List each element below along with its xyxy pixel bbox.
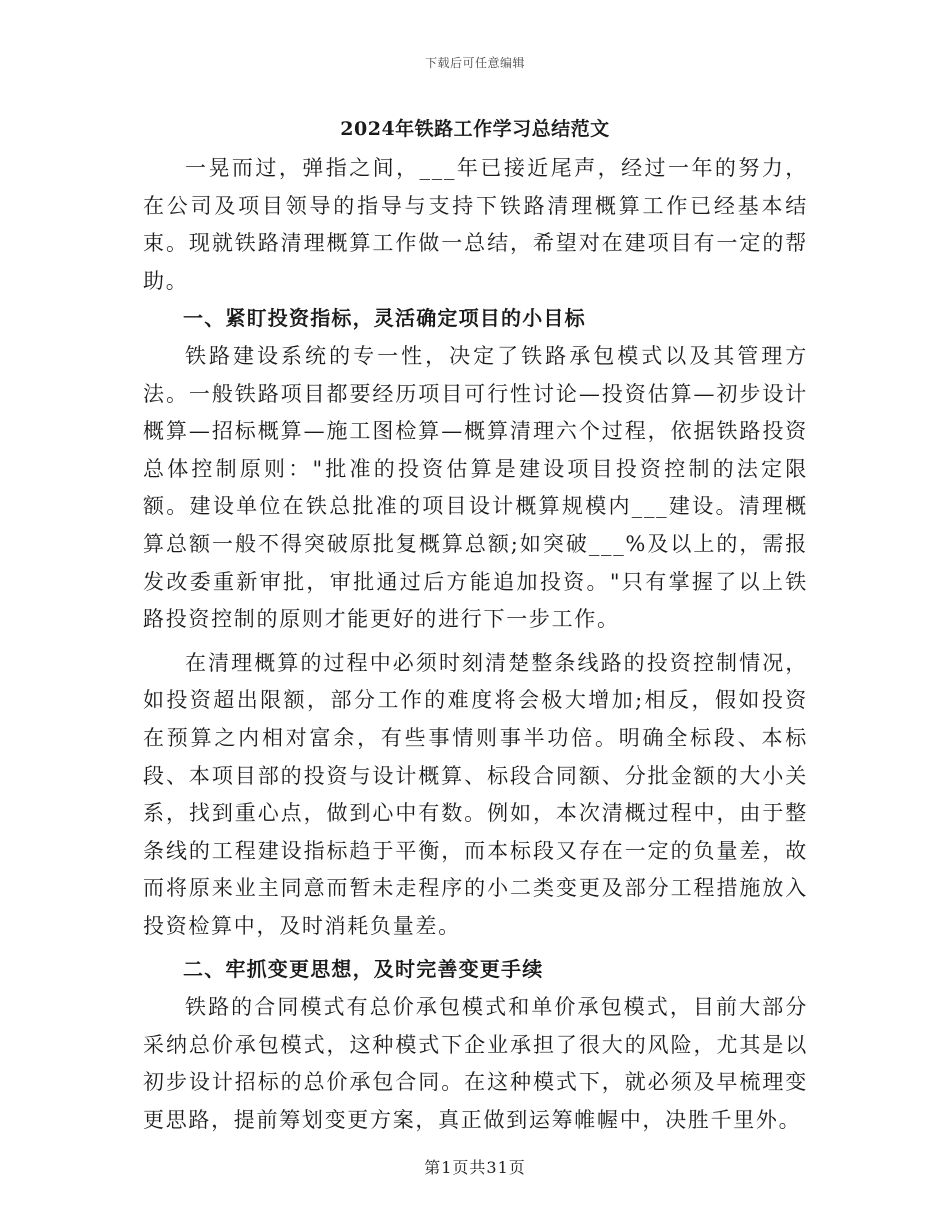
section-2-paragraph-1: 铁路的合同模式有总价承包模式和单价承包模式，目前大部分采纳总价承包模式，这种模式下企业承担了很大的风险，尤其是以初步设计招标的总价承包合同。在这种模式下，就必须及早梳理变更思路，提前筹划变更方案，真正做到运筹帷幄中，决胜千里外。 <box>143 995 808 1132</box>
section-1-paragraph-1: 铁路建设系统的专一性，决定了铁路承包模式以及其管理方法。一般铁路项目都要经历项目可行性讨论—投资估算—初步设计概算—招标概算—施工图检算—概算清理六个过程，依据铁路投资总体控制原则："批准的投资估算是建设项目投资控制的法定限额。建设单位在铁总批准的项目设计概算规模内___建设。清理概算总额一般不得突破原批复概算总额;如突破___%及以上的，需报发改委重新审批，审批通过后方能追加投资。"只有掌握了以上铁路投资控制的原则才能更好的进行下一步工作。 <box>143 343 808 632</box>
section-2-heading: 二、牢抓变更思想，及时完善变更手续 <box>183 957 544 982</box>
section-1-paragraph-2: 在清理概算的过程中必须时刻清楚整条线路的投资控制情况，如投资超出限额，部分工作的难度将会极大增加;相反，假如投资在预算之内相对富余，有些事情则事半功倍。明确全标段、本标段、本项目部的投资与设计概算、标段合同额、分批金额的大小关系，找到重心点，做到心中有数。例如，本次清概过程中，由于整条线的工程建设指标趋于平衡，而本标段又存在一定的负量差，故而将原来业主同意而暂未走程序的小二类变更及部分工程措施放入投资检算中，及时消耗负量差。 <box>143 650 808 938</box>
document-title: 2024年铁路工作学习总结范文 <box>340 118 610 140</box>
header-note: 下载后可任意编辑 <box>424 56 525 70</box>
section-1-heading: 一、紧盯投资指标，灵活确定项目的小目标 <box>183 306 586 331</box>
document-body <box>143 150 808 1139</box>
page-number: 第1页共31页 <box>424 1158 526 1177</box>
intro-paragraph: 一晃而过，弹指之间，___年已接近尾声，经过一年的努力，在公司及项目领导的指导与支持下铁路清理概算工作已经基本结束。现就铁路清理概算工作做一总结，希望对在建项目有一定的帮助。 <box>143 156 808 293</box>
